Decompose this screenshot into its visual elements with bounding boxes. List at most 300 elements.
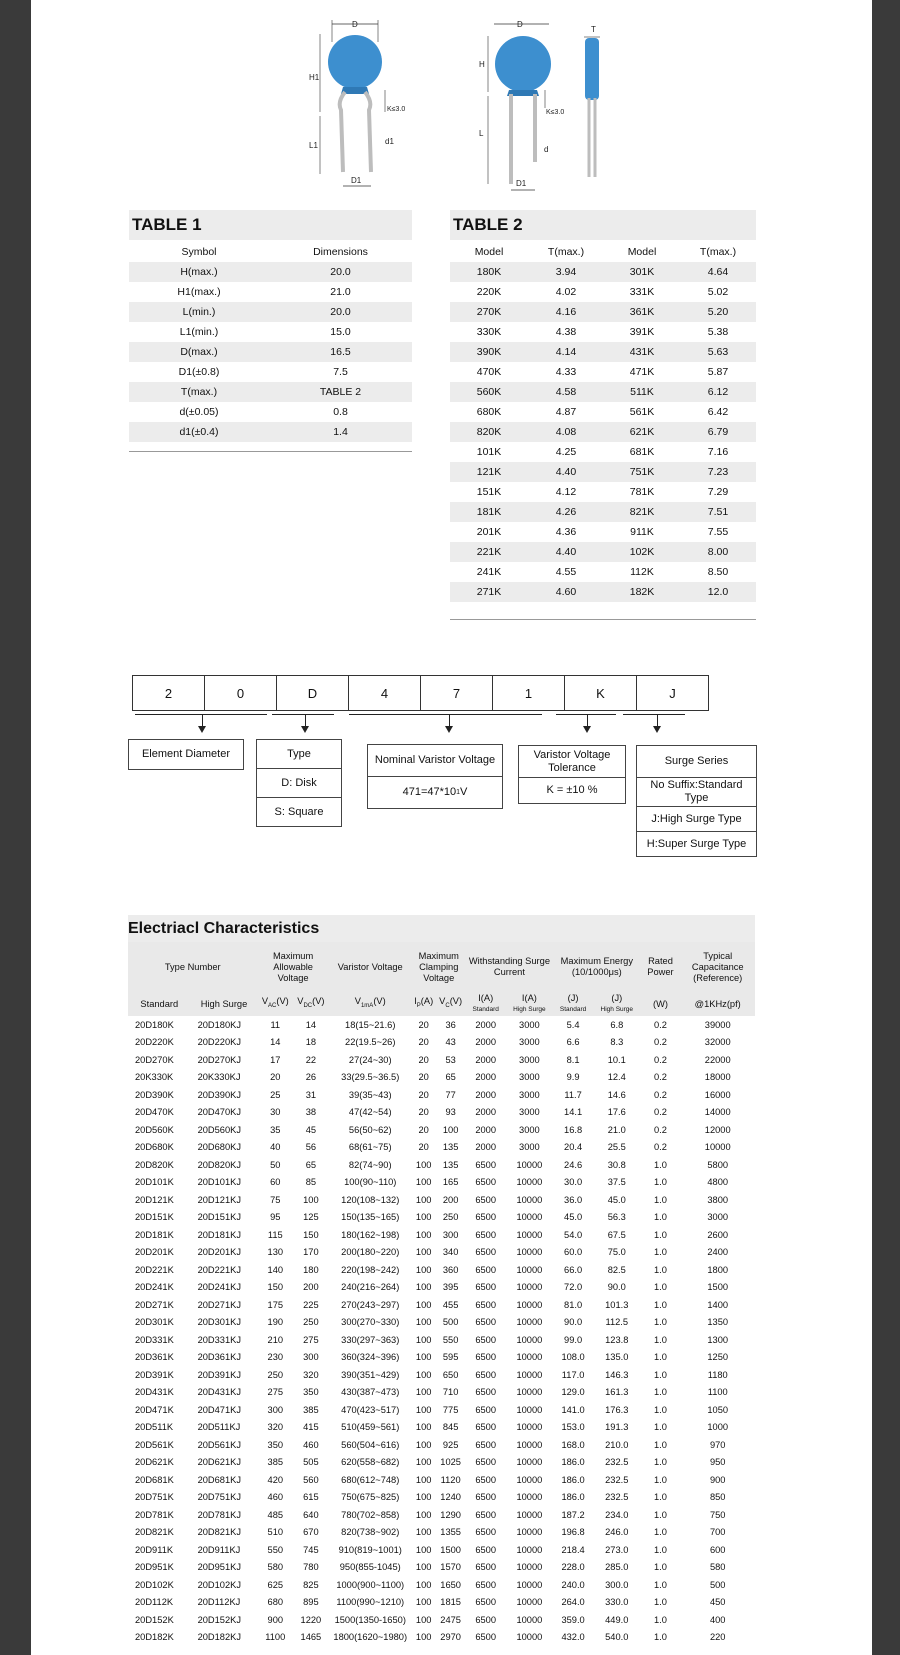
connector bbox=[449, 714, 450, 726]
table-row bbox=[450, 522, 756, 542]
cell: 1.0 bbox=[654, 1544, 667, 1555]
cell: 20D431K bbox=[135, 1387, 174, 1398]
cell: 20D121K bbox=[135, 1194, 174, 1205]
cell: 680(612~748) bbox=[341, 1474, 400, 1485]
cell: 100 bbox=[415, 1597, 432, 1608]
cell: 100 bbox=[415, 1334, 432, 1345]
cell: 150 bbox=[303, 1229, 319, 1240]
cell: 18000 bbox=[704, 1072, 731, 1083]
cell: 181K bbox=[450, 502, 528, 522]
cell: 7.5 bbox=[333, 366, 348, 378]
cell: 20.0 bbox=[269, 262, 412, 282]
cell: 430(387~473) bbox=[341, 1387, 400, 1398]
cell: 182K bbox=[604, 582, 680, 602]
cell: 510 bbox=[267, 1527, 284, 1538]
cell: 1.0 bbox=[654, 1614, 667, 1625]
bracket-line bbox=[135, 714, 267, 715]
cell: 6500 bbox=[475, 1317, 497, 1328]
cell: 27(24~30) bbox=[348, 1054, 392, 1065]
cell: 400 bbox=[709, 1614, 726, 1625]
cell: 1290 bbox=[440, 1509, 461, 1520]
cell: 0.8 bbox=[333, 406, 348, 418]
table-row bbox=[128, 1541, 755, 1559]
cell: 5.20 bbox=[680, 302, 756, 322]
cell: 6500 bbox=[475, 1439, 497, 1450]
cell: 4.14 bbox=[528, 342, 604, 362]
table-row bbox=[129, 382, 412, 402]
cell: 560K bbox=[450, 382, 528, 402]
cell: 485 bbox=[267, 1509, 284, 1520]
cell: 9.9 bbox=[566, 1072, 580, 1083]
arrow-down-icon bbox=[445, 726, 453, 733]
table-row bbox=[450, 542, 756, 562]
dim-label-k2: K≤3.0 bbox=[546, 109, 565, 116]
cell: 4800 bbox=[707, 1177, 729, 1188]
cell: 625 bbox=[267, 1579, 284, 1590]
cell: 170 bbox=[303, 1247, 319, 1258]
cell: 3000 bbox=[519, 1019, 540, 1030]
t: C bbox=[445, 1002, 450, 1009]
table-row bbox=[450, 282, 756, 302]
cell: 1100 bbox=[707, 1387, 728, 1398]
cell: 1180 bbox=[707, 1369, 728, 1380]
cell: 37.5 bbox=[607, 1177, 626, 1188]
cell: 10000 bbox=[516, 1544, 543, 1555]
cell: 20D112KJ bbox=[197, 1597, 241, 1608]
cell: 20D121KJ bbox=[197, 1194, 241, 1205]
cell: 320 bbox=[303, 1369, 319, 1380]
cell: 6500 bbox=[475, 1509, 497, 1520]
cell: 20D390K bbox=[135, 1089, 174, 1100]
cell: 3000 bbox=[519, 1142, 540, 1153]
cell: d(±0.05) bbox=[179, 406, 219, 418]
cell: 20 bbox=[418, 1089, 429, 1100]
cell: 6.12 bbox=[680, 382, 756, 402]
cell: 100 bbox=[415, 1492, 432, 1503]
cell: 30.8 bbox=[607, 1159, 626, 1170]
t: (V) bbox=[373, 996, 386, 1007]
cell: 4.38 bbox=[555, 326, 577, 338]
cell: 1500 bbox=[440, 1544, 461, 1555]
cell: 20D102K bbox=[135, 1579, 174, 1590]
cell: 360(324~396) bbox=[341, 1352, 400, 1363]
cell: 20D101KJ bbox=[197, 1177, 241, 1188]
head-ip bbox=[412, 992, 436, 1016]
cell: 20 bbox=[418, 1019, 429, 1030]
cell: 0.2 bbox=[654, 1054, 667, 1065]
cell: 455 bbox=[442, 1299, 459, 1310]
part-code-strip bbox=[132, 675, 709, 711]
cell: 16000 bbox=[704, 1089, 731, 1100]
cell: 460 bbox=[267, 1492, 284, 1503]
cell: 300 bbox=[267, 1404, 284, 1415]
cell: 25.5 bbox=[607, 1142, 626, 1153]
cell: 14.6 bbox=[607, 1089, 626, 1100]
cell: 18 bbox=[305, 1037, 317, 1048]
cell: 220(198~242) bbox=[341, 1264, 400, 1275]
code-cell: 1 bbox=[493, 676, 565, 711]
cell: 10000 bbox=[516, 1159, 543, 1170]
cell: 10000 bbox=[516, 1597, 543, 1608]
cell: 6500 bbox=[475, 1177, 497, 1188]
cell: 5.02 bbox=[707, 286, 729, 298]
cell: 911K bbox=[630, 526, 654, 538]
voltage-example-exp: 1 bbox=[456, 789, 461, 796]
table-row bbox=[128, 1454, 755, 1472]
cell: 300(270~330) bbox=[341, 1317, 400, 1328]
table1 bbox=[129, 242, 412, 442]
cell: 670 bbox=[303, 1527, 319, 1538]
table-row bbox=[129, 262, 412, 282]
cell: 20D470K bbox=[135, 1107, 174, 1118]
cell: 1355 bbox=[440, 1527, 461, 1538]
cell: 7.51 bbox=[680, 502, 756, 522]
cell: 20D102KJ bbox=[197, 1579, 241, 1590]
code-cell: J bbox=[637, 676, 709, 711]
cell: 600 bbox=[709, 1544, 726, 1555]
cell: 187.2 bbox=[561, 1509, 585, 1520]
cell: 186.0 bbox=[561, 1474, 585, 1485]
cell: 75.0 bbox=[607, 1247, 626, 1258]
head-vc bbox=[436, 992, 466, 1016]
cell: 1.0 bbox=[654, 1404, 667, 1415]
dimension-drawing bbox=[281, 12, 601, 197]
cell: 100 bbox=[415, 1299, 432, 1310]
cell: 20D821K bbox=[135, 1527, 174, 1538]
cell: 20D781K bbox=[135, 1509, 174, 1520]
disc-body-front-2 bbox=[495, 36, 551, 92]
head-vac bbox=[257, 992, 293, 1016]
cell: 0.2 bbox=[654, 1019, 667, 1030]
cell: 540.0 bbox=[605, 1632, 629, 1643]
t: I(A) bbox=[478, 993, 494, 1003]
table-row bbox=[128, 1226, 755, 1244]
cell: 3000 bbox=[519, 1124, 540, 1135]
cell: 1025 bbox=[440, 1457, 461, 1468]
cell: 17.6 bbox=[607, 1107, 626, 1118]
cell: 20D241K bbox=[135, 1282, 174, 1293]
cell: 3000 bbox=[519, 1072, 540, 1083]
cell: 7.29 bbox=[707, 486, 729, 498]
cell: 6500 bbox=[475, 1457, 497, 1468]
type-disk-box: D: Disk bbox=[256, 768, 342, 798]
cell: 900 bbox=[267, 1614, 284, 1625]
cell: 85 bbox=[305, 1177, 317, 1188]
cell: 10.1 bbox=[607, 1054, 626, 1065]
arrow-down-icon bbox=[653, 726, 661, 733]
table-row bbox=[450, 262, 756, 282]
t: (V) bbox=[449, 996, 463, 1007]
table-row bbox=[128, 1279, 755, 1297]
cell: 385 bbox=[303, 1404, 319, 1415]
cell: 121K bbox=[450, 462, 528, 482]
cell: 621K bbox=[604, 422, 680, 442]
table-row bbox=[450, 402, 756, 422]
cell: 431K bbox=[604, 342, 680, 362]
cell: 151K bbox=[476, 486, 502, 498]
cell: 2400 bbox=[707, 1247, 729, 1258]
cell: 1.0 bbox=[654, 1422, 667, 1433]
cell: 141.0 bbox=[561, 1404, 585, 1415]
cell: 781K bbox=[629, 486, 655, 498]
t: P bbox=[416, 1002, 421, 1009]
cell: 415 bbox=[303, 1422, 319, 1433]
cell: 20D271KJ bbox=[197, 1299, 241, 1310]
cell: 10000 bbox=[516, 1317, 543, 1328]
cell: 10000 bbox=[516, 1474, 543, 1485]
cell: 2970 bbox=[440, 1632, 461, 1643]
cell: 180 bbox=[303, 1264, 319, 1275]
cell: 6500 bbox=[475, 1159, 497, 1170]
t: AC bbox=[268, 1002, 277, 1009]
table-row bbox=[128, 1016, 755, 1034]
cell: 650 bbox=[442, 1369, 459, 1380]
table-row bbox=[129, 282, 412, 302]
cell: 1800(1620~1980) bbox=[333, 1632, 408, 1643]
cell: 20D680K bbox=[135, 1142, 174, 1153]
table-row bbox=[128, 1629, 755, 1647]
cell: 8.3 bbox=[610, 1037, 624, 1048]
dim-label-d-lead: d bbox=[544, 145, 549, 154]
cell: 56 bbox=[305, 1142, 317, 1153]
cell: 3000 bbox=[519, 1037, 540, 1048]
cell: 101.3 bbox=[605, 1299, 629, 1310]
head-clamping: Maximum Clamping Voltage bbox=[412, 942, 466, 992]
t: (J) bbox=[567, 993, 579, 1003]
cell: 20D391K bbox=[135, 1369, 174, 1380]
cell: 99.0 bbox=[564, 1334, 583, 1345]
table2-bottom-rule bbox=[450, 619, 756, 620]
dim-label-d-2: D bbox=[517, 20, 523, 29]
tolerance-value-box: K = ±10 % bbox=[518, 777, 626, 804]
dim-label-t: T bbox=[591, 25, 596, 34]
cell: 10000 bbox=[516, 1579, 543, 1590]
cell: 150 bbox=[267, 1282, 284, 1293]
cell: 20D361K bbox=[135, 1352, 174, 1363]
cell: 470(423~517) bbox=[341, 1404, 400, 1415]
cell: 18(15~21.6) bbox=[345, 1019, 396, 1030]
cell: 180(162~198) bbox=[341, 1229, 400, 1240]
cell: 20 bbox=[418, 1124, 429, 1135]
cell: 4.25 bbox=[555, 446, 577, 458]
cell: 2475 bbox=[440, 1614, 461, 1625]
cell: 6.79 bbox=[680, 422, 756, 442]
head-surge-current: Withstanding Surge Current bbox=[466, 942, 553, 992]
t: (A) bbox=[420, 996, 434, 1007]
cell: 1100(990~1210) bbox=[336, 1597, 405, 1608]
t: I bbox=[414, 996, 417, 1007]
table-row bbox=[128, 1296, 755, 1314]
cell: 4.64 bbox=[680, 262, 756, 282]
table-row bbox=[450, 382, 756, 402]
cell: 12.0 bbox=[680, 582, 756, 602]
cell: 47(42~54) bbox=[348, 1107, 392, 1118]
table-row bbox=[128, 1314, 755, 1332]
cell: 1.0 bbox=[654, 1229, 667, 1240]
cell: 190 bbox=[267, 1317, 284, 1328]
cell: 820(738~902) bbox=[341, 1527, 400, 1538]
cell: 4.02 bbox=[555, 286, 577, 298]
head-standard: Standard bbox=[128, 992, 191, 1016]
cell: 2600 bbox=[707, 1229, 729, 1240]
cell: 390K bbox=[450, 342, 528, 362]
table-row bbox=[128, 1191, 755, 1209]
cell: 20D951K bbox=[135, 1562, 174, 1573]
cell: 20D680KJ bbox=[197, 1142, 241, 1153]
cell: 1220 bbox=[300, 1614, 322, 1625]
table-row bbox=[128, 1051, 755, 1069]
table-row bbox=[450, 422, 756, 442]
cell: 10000 bbox=[516, 1369, 543, 1380]
cell: 100 bbox=[415, 1632, 432, 1643]
cell: 20 bbox=[418, 1054, 429, 1065]
cell: D(max.) bbox=[129, 342, 269, 362]
table2-header-model: Model bbox=[474, 246, 504, 258]
table-row bbox=[129, 302, 412, 322]
table-row bbox=[128, 1594, 755, 1612]
table-row bbox=[128, 1419, 755, 1437]
t: (J) bbox=[611, 993, 623, 1003]
cell: 1650 bbox=[440, 1579, 461, 1590]
cell: 6500 bbox=[475, 1369, 497, 1380]
type-title-box: Type bbox=[256, 739, 342, 769]
cell: 845 bbox=[442, 1422, 459, 1433]
voltage-example-unit: V bbox=[460, 786, 468, 798]
cell: 1.0 bbox=[654, 1212, 667, 1223]
cell: 8.00 bbox=[680, 542, 756, 562]
cell: 32000 bbox=[704, 1037, 731, 1048]
cell: 246.0 bbox=[605, 1527, 629, 1538]
cell: 232.5 bbox=[605, 1457, 629, 1468]
head-pf: @1KHz(pf) bbox=[680, 992, 755, 1016]
cell: 1.0 bbox=[654, 1562, 667, 1573]
cell: 201K bbox=[476, 526, 502, 538]
cell: 33(29.5~36.5) bbox=[341, 1072, 400, 1083]
code-cell: D bbox=[277, 676, 349, 711]
cell: 10000 bbox=[516, 1422, 543, 1433]
cell: 14000 bbox=[704, 1107, 731, 1118]
cell: 350 bbox=[303, 1387, 319, 1398]
bracket-line bbox=[556, 714, 616, 715]
cell: 20D511KJ bbox=[197, 1422, 241, 1433]
cell: 20D951KJ bbox=[197, 1562, 241, 1573]
cell: 66.0 bbox=[564, 1264, 583, 1275]
cell: 100 bbox=[415, 1544, 432, 1555]
cell: 54.0 bbox=[564, 1229, 583, 1240]
cell: 4.87 bbox=[555, 406, 577, 418]
dim-label-d1-span-2: D1 bbox=[516, 179, 527, 188]
cell: 745 bbox=[303, 1544, 319, 1555]
cell: 135.0 bbox=[605, 1352, 629, 1363]
table-row bbox=[128, 1611, 755, 1629]
cell: 1.0 bbox=[654, 1317, 667, 1328]
cell: 11.7 bbox=[564, 1089, 582, 1100]
cell: 45.0 bbox=[564, 1212, 583, 1223]
cell: 1.0 bbox=[654, 1527, 667, 1538]
cell: 100 bbox=[415, 1509, 432, 1520]
table-row bbox=[450, 322, 756, 342]
cell: 6500 bbox=[475, 1229, 497, 1240]
cell: 550 bbox=[442, 1334, 459, 1345]
cell: 681K bbox=[629, 446, 655, 458]
cell: 3000 bbox=[707, 1212, 729, 1223]
table1-header-dimensions: Dimensions bbox=[313, 246, 368, 258]
dim-label-d1-lead: d1 bbox=[385, 137, 394, 146]
cell: 77 bbox=[445, 1089, 456, 1100]
cell: 230 bbox=[267, 1352, 284, 1363]
cell: 270K bbox=[450, 302, 528, 322]
cell: 1.0 bbox=[654, 1264, 667, 1275]
cell: 615 bbox=[303, 1492, 319, 1503]
cell: 10000 bbox=[516, 1614, 543, 1625]
t: 1mA bbox=[360, 1002, 374, 1009]
cell: 390(351~429) bbox=[341, 1369, 400, 1380]
cell: 14 bbox=[270, 1037, 281, 1048]
cell: 275 bbox=[303, 1334, 319, 1345]
connector bbox=[657, 714, 658, 726]
cell: 20D201KJ bbox=[197, 1247, 241, 1258]
cell: 250 bbox=[442, 1212, 459, 1223]
cell: 72.0 bbox=[564, 1282, 583, 1293]
cell: 165 bbox=[442, 1177, 459, 1188]
cell: 20D820KJ bbox=[197, 1159, 241, 1170]
cell: 20D181KJ bbox=[197, 1229, 241, 1240]
t: I(A) bbox=[521, 993, 537, 1003]
cell: 14.1 bbox=[564, 1107, 583, 1118]
cell: 825 bbox=[303, 1579, 319, 1590]
table-row bbox=[129, 422, 412, 442]
cell: 40 bbox=[270, 1142, 281, 1153]
cell: 20D361KJ bbox=[197, 1352, 241, 1363]
cell: 3.94 bbox=[528, 262, 604, 282]
head-type-number: Type Number bbox=[128, 942, 257, 992]
cell: 75 bbox=[270, 1194, 281, 1205]
cell: 16.8 bbox=[564, 1124, 583, 1135]
cell: 950(855-1045) bbox=[339, 1562, 401, 1573]
table2-title: TABLE 2 bbox=[450, 210, 756, 240]
cell: 10000 bbox=[516, 1632, 543, 1643]
table-row bbox=[450, 442, 756, 462]
cell: 680K bbox=[476, 406, 502, 418]
cell: 175 bbox=[267, 1299, 284, 1310]
head-capacitance: Typical Capacitance (Reference) bbox=[680, 942, 755, 992]
cell: 11 bbox=[270, 1019, 281, 1030]
cell: 0.2 bbox=[654, 1072, 667, 1083]
cell: 228.0 bbox=[561, 1562, 585, 1573]
cell: 10000 bbox=[704, 1142, 731, 1153]
cell: 135 bbox=[442, 1142, 459, 1153]
cell: 350 bbox=[267, 1439, 284, 1450]
head-j-high bbox=[593, 992, 640, 1016]
cell: 620(558~682) bbox=[341, 1457, 400, 1468]
cell: 1.0 bbox=[654, 1334, 667, 1345]
cell: 30.0 bbox=[564, 1177, 583, 1188]
cell: 6500 bbox=[475, 1544, 497, 1555]
cell: 6500 bbox=[475, 1492, 497, 1503]
cell: 6500 bbox=[475, 1404, 497, 1415]
cell: 20D911KJ bbox=[197, 1544, 241, 1555]
cell: 10000 bbox=[516, 1562, 543, 1573]
table-row bbox=[450, 482, 756, 502]
cell: 895 bbox=[303, 1597, 319, 1608]
cell: 100 bbox=[415, 1282, 432, 1293]
table-row bbox=[450, 502, 756, 522]
t: Standard bbox=[559, 1006, 587, 1013]
cell: 300 bbox=[442, 1229, 459, 1240]
cell: 82(74~90) bbox=[348, 1159, 392, 1170]
cell: 15.0 bbox=[330, 326, 351, 338]
cell: 20D681K bbox=[135, 1474, 174, 1485]
